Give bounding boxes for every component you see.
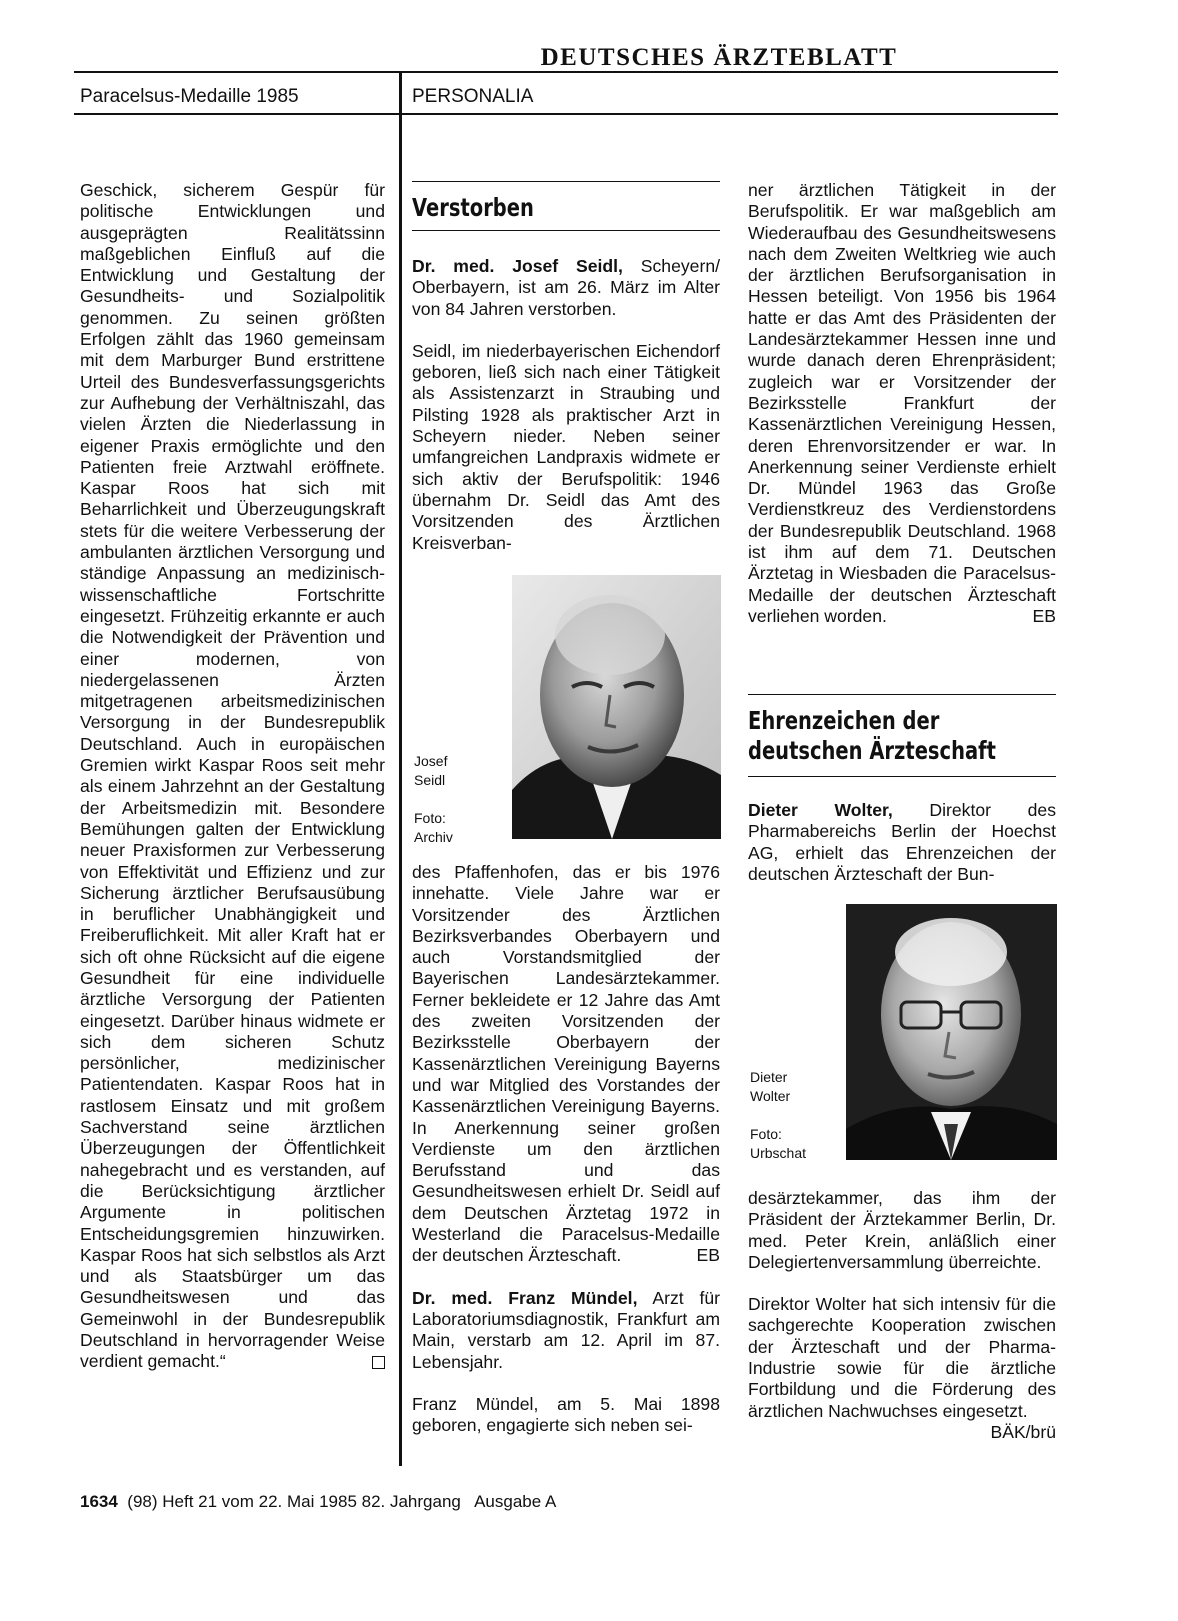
column-divider [399,73,402,1466]
col1-text: Geschick, sicherem Gespür für politische Entwicklungen und ausgeprägten Realitätssinn maßgeblichen Einfluß auf die Entwicklung und Gestaltung der Gesundheits- und Sozialpolitik genommen. Zu seinen größten Erfolgen zählt das 1960 gemeinsam mit dem Marburger Bund erstrittene Urteil des Bundesverfassungsgerichts zur Aufhebung der Verhältniszahl, das vielen Ärzten die Niederlassung in eigener Praxis ermöglichte und den Patienten freie Arztwahl eröffnete. Kaspar Roos hat sich mit Beharrlichkeit und Überzeugungskraft stets für die weitere Verbesserung der ambulanten ärztlichen Versorgung und ständige Anpassung an medizinisch-wissenschaftliche Fortschritte eingesetzt. Frühzeitig erkannte er auch die Notwendigkeit der Prävention und einer modernen, von niedergelassenen Ärzten mitgetragenen arbeitsmedizinischen Versorgung in der Bundesrepublik Deutschland. Auch in europäischen Gremien wirkt Kaspar Roos seit mehr als einem Jahrzehnt an der Gestaltung der Arbeitsmedizin mit. Besondere Bemühungen galten der Entwicklung neuer Praxisformen zur Verbesserung von Effektivität und Effizienz und zur Sicherung ärztlicher Berufsausübung in beruflicher Unabhängigkeit und Freiberuflichkeit. Mit aller Kraft hat er sich oft ohne Rücksicht auf die eigene Gesundheit für eine individuelle ärztliche Versorgung der Patienten eingesetzt. Darüber hinaus widmete er sich dem sicheren Schutz persönlicher, medizinischer Patientendaten. Kaspar Roos hat in rastlosem Einsatz und mit großem Sachverstand seine ärztlichen Überzeugungen der Öffentlichkeit nahegebracht und es verstanden, auf die Berücksichtigung ärztlicher Argumente in politischen Entscheidungsgremien hinzuwirken. Kaspar Roos hat sich selbstlos als Arzt und als Staatsbürger um das Gesundheitswesen und das Gemeinwohl in der Bundesrepublik Deutschland in hervorragender Weise verdient gemacht.“ [80,180,385,1372]
wolter-block [748,1188,1056,1443]
end-mark-icon [372,1356,385,1369]
page-number: 1634 [80,1492,118,1511]
section-left: Paracelsus-Medaille 1985 [80,86,299,107]
issue-info: (98) Heft 21 vom 22. Mai 1985 82. Jahrgang Ausgabe A [127,1492,557,1511]
muendel-intro: Dr. med. Franz Mündel, Arzt für Laboratoriumsdiagnostik, Frankfurt am Main, verstarb am 12. April im 87. Lebensjahr. [412,1287,721,1372]
wolter-photo-caption: Dieter Wolter Foto: Urbschat [750,1069,807,1161]
ehrenzeichen-bottom-rule [748,776,1056,777]
seidl-photo [512,575,721,839]
signature-eb-1: EB [696,1245,720,1266]
signature-baek: BÄK/brü [990,1421,1056,1442]
section-right: PERSONALIA [412,86,534,107]
wolter-paragraph-2: Direktor Wolter hat sich intensiv für die sachgerechte Kooperation zwischen der Ärzteschaft und der Pharma-Industrie sowie für die ärztliche Fortbildung und die Förderung des ärztlichen Nachwuchses eingesetzt. BÄK/brü [748,1294,1056,1442]
wolter-paragraph-1: desärztekammer, das ihm der Präsident der Ärztekammer Berlin, Dr. med. Peter Krein, anläßlich einer Delegiertenversammlung überreichte. [748,1188,1056,1272]
wolter-photo [846,904,1057,1160]
verstorben-top-rule [412,181,720,182]
seidl-paragraph-1: Seidl, im niederbayerischen Eichendorf geboren, ließ sich nach einer Tätigkeit als Assistenzarzt in Straubing und Pilsting 1928 als praktischer Arzt in Scheyern nieder. Neben seiner umfangreichen Landpraxis widmete er sich aktiv der Berufspolitik: 1946 übernahm Dr. Seidl das Amt des Vorsitzenden des Ärztlichen Kreisverban- [412,340,720,553]
masthead-rule [74,71,1058,73]
seidl-paragraph-2: des Pfaffenhofen, das er bis 1976 innehatte. Viele Jahre war er Vorsitzender des Ärztlichen Bezirksverbandes Oberbayern und auch Vorstandsmitglied der Bayerischen Landesärztekammer. Ferner bekleidete er 12 Jahre das Amt des zweiten Vorsitzenden der Bezirksstelle Oberbayern der Kassenärztlichen Vereinigung Bayerns und war Mitglied des Vorstandes der Kassenärztlichen Vereinigung Bayerns. In Anerkennung seiner großen Verdienste um den ärztlichen Berufsstand und das Gesundheitswesen erhielt Dr. Seidl auf dem Deutschen Ärztetag 1972 in Westerland die Paracelsus-Medaille der deutschen Ärzteschaft. EB [412,862,720,1266]
muendel-paragraph-2: ner ärztlichen Tätigkeit in der Berufspolitik. Er war maßgeblich am Wiederaufbau des Gesundheitswesens nach dem Zweiten Weltkrieg wie auch der ärztlichen Berufsorganisation in Hessen beteiligt. Von 1956 bis 1964 hatte er das Amt des Präsidenten der Landesärztekammer Hessen inne und wurde danach deren Ehrenpräsident; zugleich war er Vorsitzender der Bezirksstelle Frankfurt der Kassenärztlichen Vereinigung Hessen, deren Ehrenvorsitzender er war. In Anerkennung seiner Verdienste erhielt Dr. Mündel 1963 das Große Verdienstkreuz des Verdienstordens der Bundesrepublik Deutschland. 1968 ist ihm auf dem 71. Deutschen Ärztetag in Wiesbaden die Paracelsus-Medaille der deutschen Ärzteschaft verliehen worden. EB [748,180,1056,626]
muendel-paragraph-1: Franz Mündel, am 5. Mai 1898 geboren, engagierte sich neben sei- [412,1393,720,1436]
column-1 [80,180,385,1373]
section-rule [74,113,1058,115]
column-3-top [748,180,1056,627]
wolter-intro: Dieter Wolter, Direktor des Pharmabereichs Berlin der Hoechst AG, erhielt das Ehrenzeichen der deutschen Ärzteschaft der Bun- [748,800,1056,884]
seidl-block-2 [412,862,720,1436]
wolter-intro-block [748,800,1056,885]
signature-eb-2: EB [1032,605,1056,626]
seidl-block-1 [412,256,720,554]
page-footer [80,1492,556,1512]
ehrenzeichen-top-rule [748,694,1056,695]
verstorben-heading: Verstorben [412,193,534,222]
seidl-intro: Dr. med. Josef Seidl, Scheyern/ Oberbayern, ist am 26. März im Alter von 84 Jahren verstorben. [412,256,720,319]
verstorben-bottom-rule [412,230,720,231]
ehrenzeichen-heading: Ehrenzeichen der deutschen Ärzteschaft [748,706,996,765]
seidl-photo-caption: Josef Seidl Foto: Archiv [414,753,453,845]
masthead: DEUTSCHES ÄRZTEBLATT [540,44,898,71]
